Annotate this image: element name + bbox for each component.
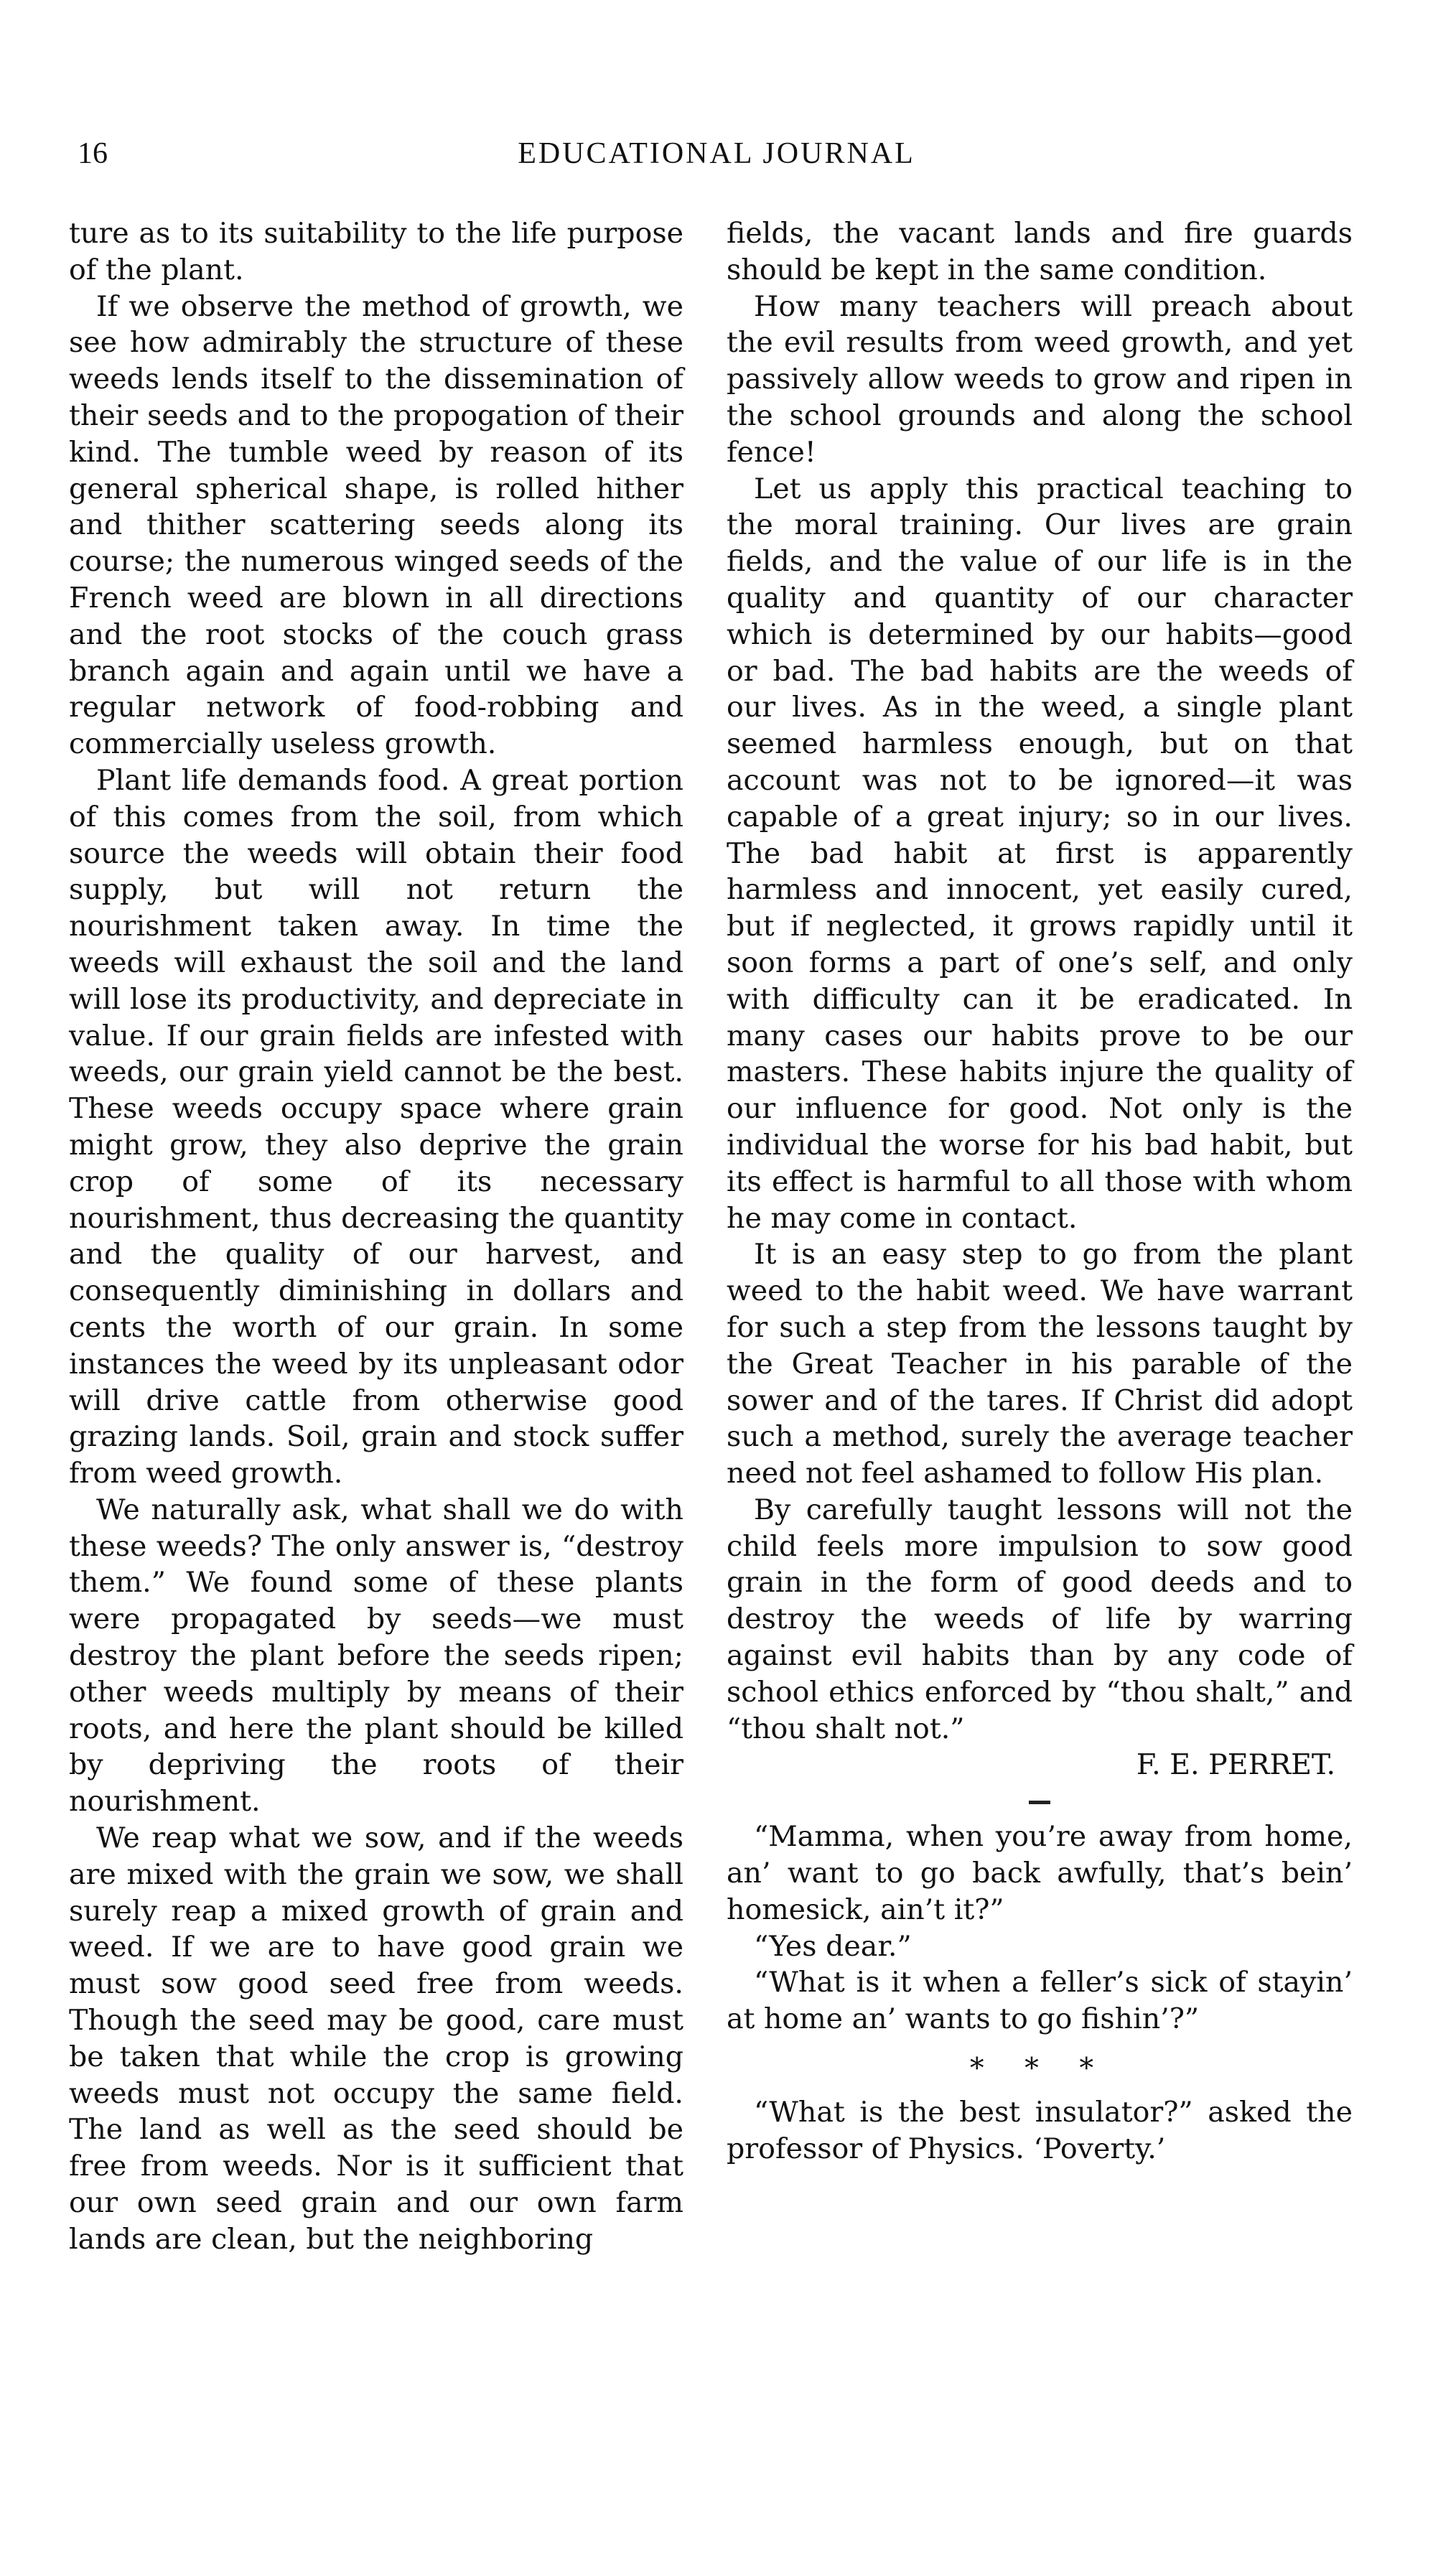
article-paragraph: We naturally ask, what shall we do with these weeds? The only answer is, “destroy them.” We found some of these plants were propagated by seeds—we must destroy the plant before the seeds ripen; other weeds multiply by means of their roots, and here the plant should be killed by depriving the roots of their nourishment. <box>69 1493 683 1819</box>
article-paragraph: By carefully taught lessons will not the child feels more impulsion to sow good grain in the form of good deeds and to destroy the weeds of life by warring against evil habits than by any code of school ethics enforced by “thou shalt,” and “thou shalt not.” <box>727 1493 1353 1745</box>
closing-joke: “What is the best insulator?” asked the professor of Physics. ‘Poverty.’ <box>727 2095 1353 2165</box>
right-column <box>727 215 1353 2167</box>
author-signature: F. E. PERRET. <box>1136 1748 1335 1782</box>
article-paragraph: fields, the vacant lands and fire guards should be kept in the same condition. <box>727 217 1353 286</box>
article-paragraph: ture as to its suitability to the life purpose of the plant. <box>69 217 683 286</box>
article-paragraph: We reap what we sow, and if the weeds are mixed with the grain we sow, we shall surely reap a mixed growth of grain and weed. If we are to have good grain we must sow good seed free from weeds. Though the seed may be good, care must be taken that while the crop is growing weeds must not occupy the same field. The land as well as the seed should be free from weeds. Nor is it sufficient that our own seed grain and our own farm lands are clean, but the neighboring <box>69 1821 683 2256</box>
article-paragraph: Let us apply this practical teaching to the moral training. Our lives are grain fields, and the value of our life is in the quality and quantity of our character which is determined by our habits—good or bad. The bad habits are the weeds of our lives. As in the weed, a single plant seemed harmless enough, but on that account was not to be ignored—it was capable of a great injury; so in our lives. The bad habit at first is apparently harmless and innocent, yet easily cured, but if neglected, it grows rapidly until it soon forms a part of one’s self, and only with difficulty can it be eradicated. In many cases our habits prove to be our masters. These habits injure the quality of our influence for good. Not only is the individual the worse for his bad habit, but its effect is harmful to all those with whom he may come in contact. <box>727 472 1353 1235</box>
page-number: 16 <box>78 137 108 170</box>
article-paragraph: How many teachers will preach about the evil results from weed growth, and yet passively allow weeds to grow and ripen in the school grounds and along the school fence! <box>727 289 1353 469</box>
anecdote-line: “Yes dear.” <box>754 1929 912 1963</box>
running-head-title: EDUCATIONAL JOURNAL <box>518 137 915 170</box>
article-paragraph: If we observe the method of growth, we see how admirably the structure of these weeds lends itself to the dissemination of their seeds and to the propogation of their kind. The tumble weed by reason of its general spherical shape, is rolled hither and thither scattering seeds along its course; the numerous winged seeds of the French weed are blown in all directions and the root stocks of the couch grass branch again and again until we have a regular network of food-robbing and commercially useless growth. <box>69 289 683 761</box>
anecdote-line: “What is it when a feller’s sick of stayin’ at home an’ wants to go fishin’?” <box>727 1966 1353 2036</box>
section-divider <box>1029 1801 1050 1804</box>
left-column <box>69 215 683 2258</box>
anecdote-line: “Mamma, when you’re away from home, an’ want to go back awfully, that’s bein’ homesick, ain’t it?” <box>727 1820 1353 1926</box>
article-paragraph: Plant life demands food. A great portion of this comes from the soil, from which source the weeds will obtain their food supply, but will not return the nourishment taken away. In time the weeds will exhaust the soil and the land will lose its productivity, and depreciate in value. If our grain fields are infested with weeds, our grain yield cannot be the best. These weeds occupy space where grain might grow, they also deprive the grain crop of some of its necessary nourishment, thus decreasing the quantity and the quality of our harvest, and consequently diminishing in dollars and cents the worth of our grain. In some instances the weed by its unpleasant odor will drive cattle from otherwise good grazing lands. Soil, grain and stock suffer from weed growth. <box>69 763 683 1490</box>
asterism-separator: * * * <box>969 2052 1110 2086</box>
article-paragraph: It is an easy step to go from the plant weed to the habit weed. We have warrant for such a step from the lessons taught by the Great Teacher in his parable of the sower and of the tares. If Christ did adopt such a method, surely the average teacher need not feel ashamed to follow His plan. <box>727 1238 1353 1490</box>
